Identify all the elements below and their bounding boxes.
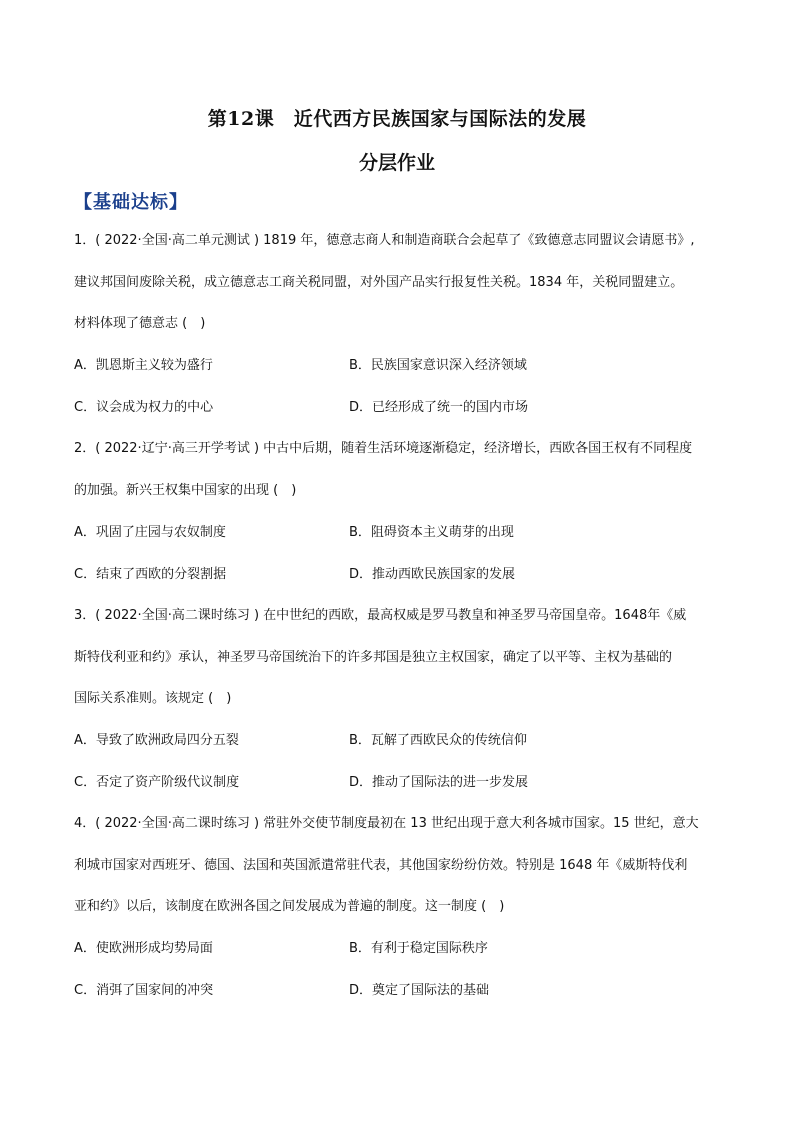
option-d[interactable]: D．奠定了国际法的基础: [349, 983, 490, 998]
question-text-line: 4．( 2022·全国·高二课时练习 ) 常驻外交使节制度最初在 13 世纪出现于意大利各城市国家。15 世纪，意大: [74, 816, 699, 831]
option-b[interactable]: B．民族国家意识深入经济领域: [349, 358, 527, 373]
option-a[interactable]: A．凯恩斯主义较为盛行: [74, 358, 213, 373]
option-c[interactable]: C．消弭了国家间的冲突: [74, 983, 214, 998]
question-text-line: 2．( 2022·辽宁·高三开学考试 ) 中古中后期，随着生活环境逐渐稳定，经济增长，西欧各国王权有不同程度: [74, 441, 693, 456]
option-a[interactable]: A．导致了欧洲政局四分五裂: [74, 733, 239, 748]
option-c[interactable]: C．结束了西欧的分裂割据: [74, 567, 227, 582]
question-text-line: 亚和约》以后，该制度在欧洲各国之间发展成为普遍的制度。这一制度 ( ): [74, 899, 505, 914]
option-b[interactable]: B．瓦解了西欧民众的传统信仰: [349, 733, 527, 748]
page-title: 第12课 近代西方民族国家与国际法的发展: [207, 108, 587, 130]
question-text-line: 利城市国家对西班牙、德国、法国和英国派遣常驻代表，其他国家纷纷仿效。特别是 1648 年《威斯特伐利: [74, 858, 688, 873]
option-a[interactable]: A．巩固了庄园与农奴制度: [74, 525, 226, 540]
question-text-line: 斯特伐利亚和约》承认，神圣罗马帝国统治下的许多邦国是独立主权国家，确定了以平等、主权为基础的: [74, 650, 673, 665]
option-d[interactable]: D．已经形成了统一的国内市场: [349, 400, 529, 415]
page-subtitle: 分层作业: [358, 152, 435, 174]
question-text-line: 国际关系准则。该规定 ( ): [74, 691, 232, 706]
option-a[interactable]: A．使欧洲形成均势局面: [74, 941, 213, 956]
option-c[interactable]: C．议会成为权力的中心: [74, 400, 214, 415]
question-text-line: 材料体现了德意志 ( ): [74, 316, 206, 331]
section-heading: 【基础达标】: [74, 192, 188, 213]
option-d[interactable]: D．推动西欧民族国家的发展: [349, 567, 516, 582]
question-text-line: 的加强。新兴王权集中国家的出现 ( ): [74, 483, 297, 498]
option-b[interactable]: B．阻碍资本主义萌芽的出现: [349, 525, 514, 540]
option-c[interactable]: C．否定了资产阶级代议制度: [74, 775, 240, 790]
option-d[interactable]: D．推动了国际法的进一步发展: [349, 775, 529, 790]
option-b[interactable]: B．有利于稳定国际秩序: [349, 941, 488, 956]
question-text-line: 建议邦国间废除关税，成立德意志工商关税同盟，对外国产品实行报复性关税。1834 年，关税同盟建立。: [74, 275, 684, 290]
question-text-line: 3．( 2022·全国·高二课时练习 ) 在中世纪的西欧，最高权威是罗马教皇和神圣罗马帝国皇帝。1648年《威: [74, 608, 687, 623]
question-text-line: 1．( 2022·全国·高二单元测试 ) 1819 年，德意志商人和制造商联合会起草了《致德意志同盟议会请愿书》,: [74, 233, 695, 248]
